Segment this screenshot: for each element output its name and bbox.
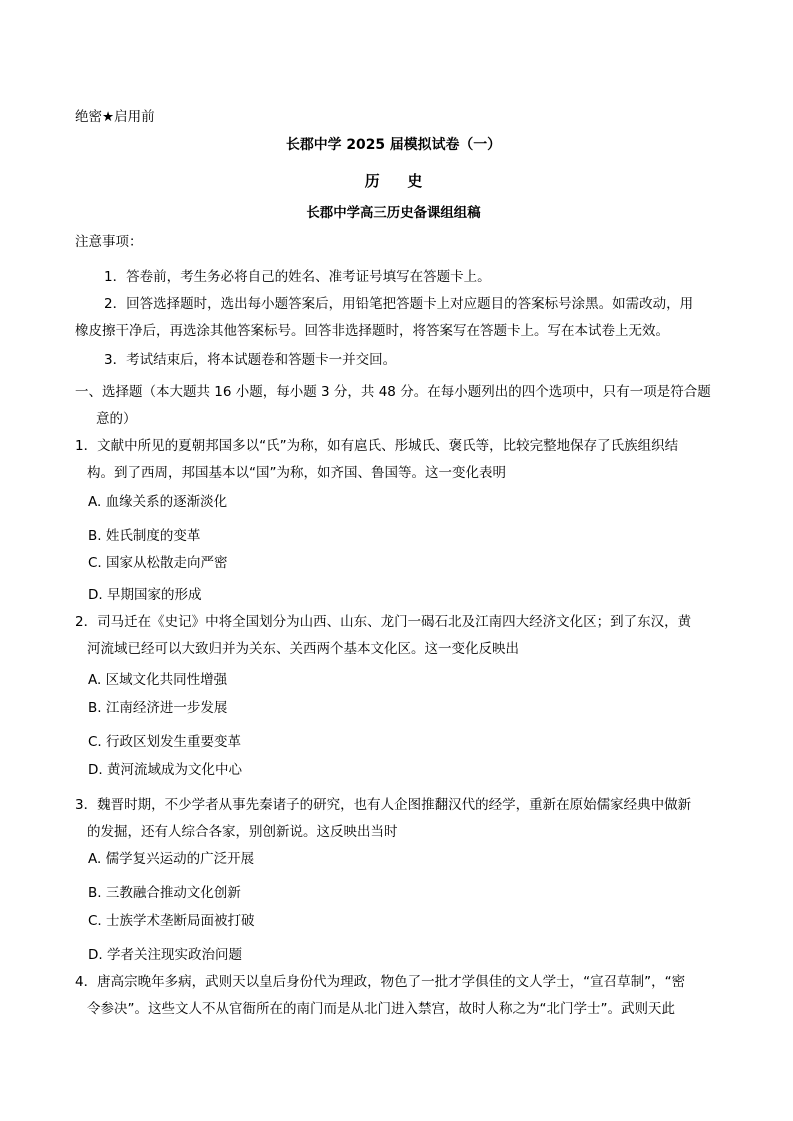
option-b: B. 三教融合推动文化创新 <box>88 885 241 901</box>
option-c: C. 行政区划发生重要变革 <box>88 734 242 750</box>
notice-heading: 注意事项： <box>75 234 143 250</box>
notice-item: 1．答卷前，考生务必将自己的姓名、准考证号填写在答题卡上。 <box>104 269 491 285</box>
option-d: D. 早期国家的形成 <box>88 587 202 603</box>
question-stem-continued: 的发掘，还有人综合各家，别创新说。这反映出当时 <box>87 824 398 840</box>
question-stem: 4．唐高宗晚年多病，武则天以皇后身份代为理政，物色了一批才学俱佳的文人学士，“宣召草制”，“密 <box>75 974 686 990</box>
option-b: B. 姓氏制度的变革 <box>88 528 201 544</box>
option-a: A. 区域文化共同性增强 <box>88 672 228 688</box>
exam-title: 长郡中学 2025 届模拟试卷（一） <box>285 137 502 153</box>
question-stem: 3．魏晋时期，不少学者从事先秦诸子的研究，也有人企图推翻汉代的经学，重新在原始儒家经典中做新 <box>75 797 692 813</box>
option-b: B. 江南经济进一步发展 <box>88 700 228 716</box>
notice-item: 2．回答选择题时，选出每小题答案后，用铅笔把答题卡上对应题目的答案标号涂黑。如需改动，用 <box>104 296 694 312</box>
compiler-line: 长郡中学高三历史备课组组稿 <box>306 205 481 221</box>
confidential-label: 绝密★启用前 <box>75 109 155 125</box>
section-heading-continued: 意的） <box>96 411 137 427</box>
question-stem-continued: 构。到了西周，邦国基本以“国”为称，如齐国、鲁国等。这一变化表明 <box>87 465 506 481</box>
option-d: D. 黄河流域成为文化中心 <box>88 762 242 778</box>
option-c: C. 士族学术垄断局面被打破 <box>88 913 255 929</box>
option-c: C. 国家从松散走向严密 <box>88 555 228 571</box>
option-d: D. 学者关注现实政治问题 <box>88 947 242 963</box>
subject-title: 历史 <box>364 172 451 190</box>
question-stem: 1．文献中所见的夏朝邦国多以“氏”为称，如有扈氏、彤城氏、褒氏等，比较完整地保存了氏族组织结 <box>75 438 679 454</box>
question-stem: 2．司马迁在《史记》中将全国划分为山西、山东、龙门一碣石北及江南四大经济文化区；到了东汉，黄 <box>75 614 692 630</box>
question-stem-continued: 河流域已经可以大致归并为关东、关西两个基本文化区。这一变化反映出 <box>87 641 519 657</box>
notice-item: 3．考试结束后，将本试题卷和答题卡一并交回。 <box>104 352 397 368</box>
option-a: A. 血缘关系的逐渐淡化 <box>88 494 228 510</box>
section-heading: 一、选择题（本大题共 16 小题，每小题 3 分，共 48 分。在每小题列出的四个选项中，只有一项是符合题 <box>75 384 711 400</box>
option-a: A. 儒学复兴运动的广泛开展 <box>88 851 255 867</box>
question-stem-continued: 令参决”。这些文人不从官衙所在的南门而是从北门进入禁宫，故时人称之为“北门学士”。武则天此 <box>87 1001 675 1017</box>
notice-item-continued: 橡皮擦干净后，再选涂其他答案标号。回答非选择题时，将答案写在答题卡上。写在本试卷上无效。 <box>75 323 669 339</box>
